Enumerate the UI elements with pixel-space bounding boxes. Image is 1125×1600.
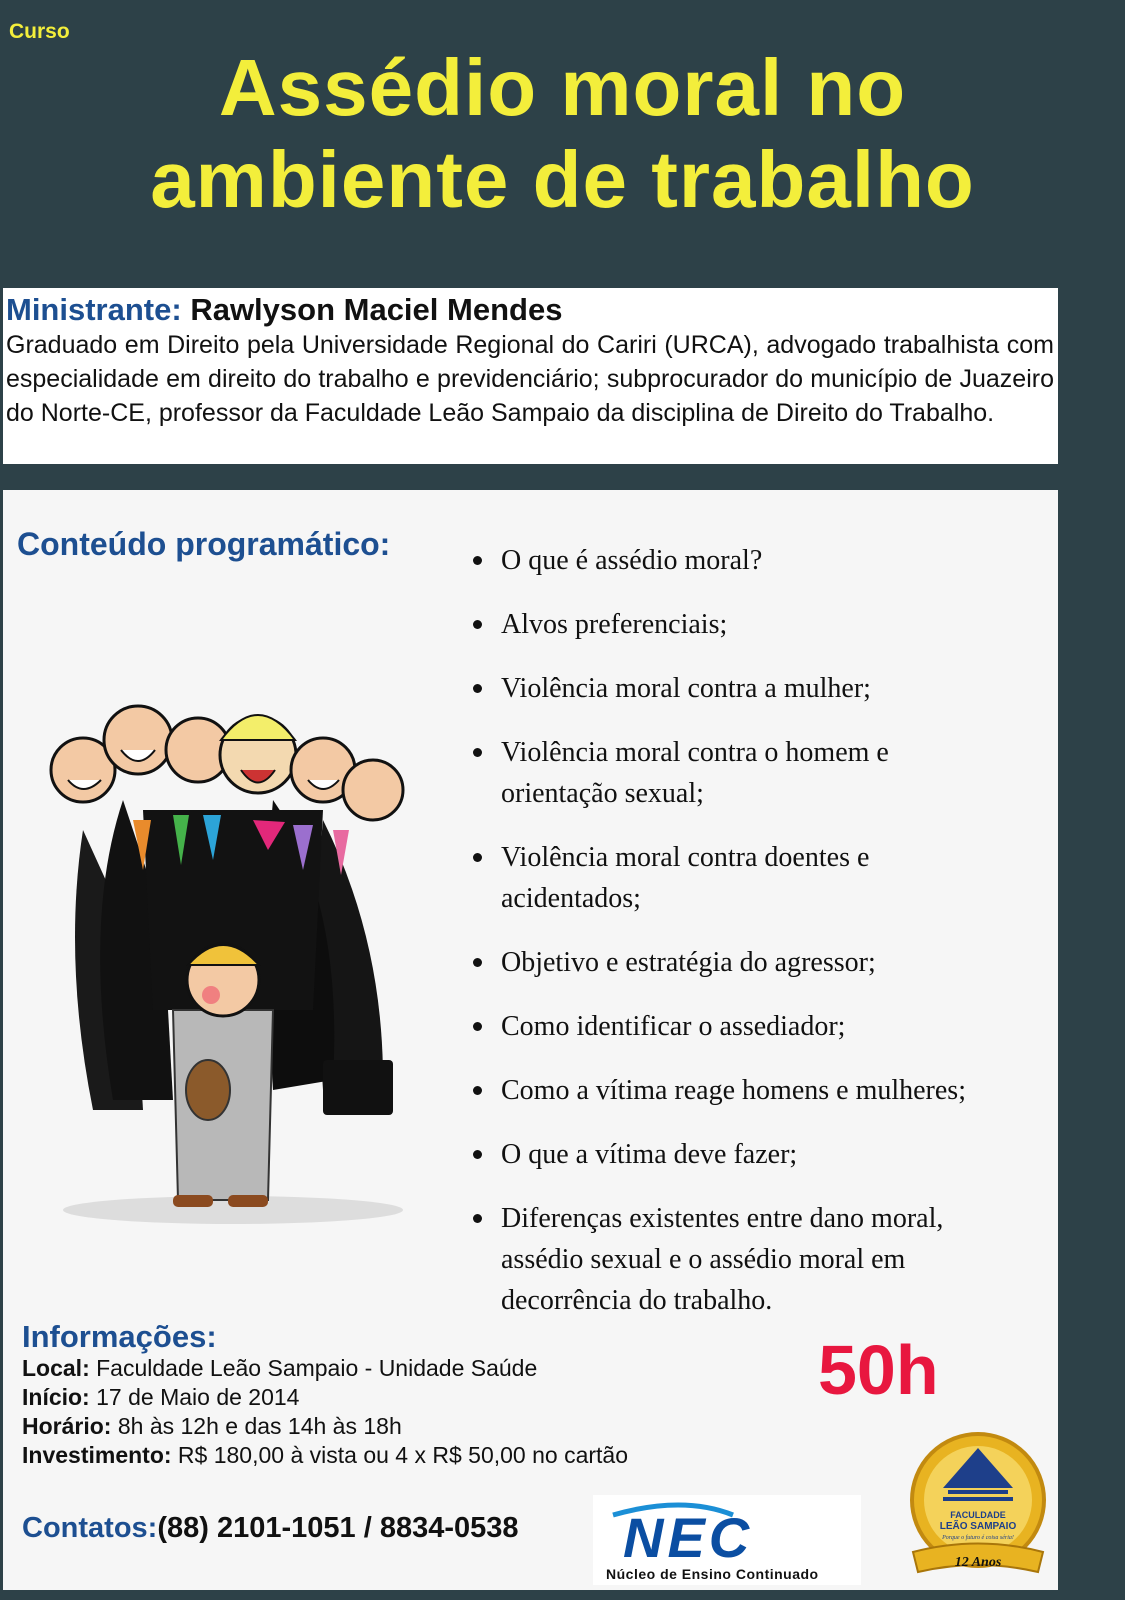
topic-item: Como a vítima reage homens e mulheres; [473, 1070, 1043, 1111]
title-line-1: Assédio moral no [218, 43, 907, 132]
info-price [22, 1441, 782, 1470]
start-label: Início: [22, 1384, 90, 1410]
topic-item: Objetivo e estratégia do agressor; [473, 942, 1043, 983]
topic-list [473, 540, 1043, 1344]
page-title [0, 42, 1125, 226]
cartoon-illustration [23, 680, 443, 1230]
seal-line-1: FACULDADE [950, 1510, 1006, 1520]
nec-subtitle: Núcleo de Ensino Continuado [606, 1566, 819, 1582]
local-value: Faculdade Leão Sampaio - Unidade Saúde [89, 1355, 538, 1381]
topic-item: Como identificar o assediador; [473, 1006, 1043, 1047]
topic-item: O que é assédio moral? [473, 540, 1043, 581]
info-schedule [22, 1412, 782, 1441]
instructor-panel [3, 288, 1058, 464]
price-value: R$ 180,00 à vista ou 4 x R$ 50,00 no cartão [171, 1442, 628, 1468]
schedule-label: Horário: [22, 1413, 112, 1439]
instructor-name-line [6, 292, 1054, 328]
seal-tagline: Porque o futuro é coisa séria! [942, 1535, 1014, 1541]
local-label: Local: [22, 1355, 90, 1381]
topic-item: O que a vítima deve fazer; [473, 1134, 1043, 1175]
info-section [22, 1320, 782, 1470]
instructor-name: Rawlyson Maciel Mendes [190, 292, 563, 327]
topic-item: Alvos preferenciais; [473, 604, 1043, 645]
info-local [22, 1354, 782, 1383]
faculty-seal [903, 1430, 1053, 1580]
contacts-phones: (88) 2101-1051 / 8834-0538 [157, 1512, 519, 1544]
course-hours: 50h [818, 1331, 939, 1409]
price-label: Investimento: [22, 1442, 172, 1468]
kicker-label: Curso [9, 20, 70, 43]
instructor-label: Ministrante: [6, 292, 182, 327]
info-heading: Informações: [22, 1319, 217, 1354]
start-value: 17 de Maio de 2014 [89, 1384, 300, 1410]
topic-item: Diferenças existentes entre dano moral, assédio sexual e o assédio moral em decorrência do trabalho. [473, 1198, 1011, 1321]
instructor-bio: Graduado em Direito pela Universidade Regional do Cariri (URCA), advogado trabalhista com especialidade em direito do trabalho e previdenciário; subprocurador do município de Juazeiro do Norte-CE, professor da Faculdade Leão Sampaio da disciplina de Direito do Trabalho. [6, 331, 1054, 427]
schedule-value: 8h às 12h e das 14h às 18h [111, 1413, 402, 1439]
contacts-line [22, 1512, 519, 1545]
contacts-label: Contatos: [22, 1512, 158, 1544]
content-panel [3, 490, 1058, 1590]
program-heading: Conteúdo programático: [17, 526, 391, 562]
topic-item: Violência moral contra a mulher; [473, 668, 1043, 709]
title-line-2: ambiente de trabalho [150, 135, 975, 224]
topic-item: Violência moral contra doentes e acidentados; [473, 837, 941, 919]
seal-line-2: LEÃO SAMPAIO [939, 1521, 1017, 1532]
topic-item: Violência moral contra o homem e orientação sexual; [473, 732, 941, 814]
nec-wordmark: NEC [623, 1506, 754, 1569]
info-start [22, 1383, 782, 1412]
seal-years: 12 Anos [954, 1555, 1002, 1570]
